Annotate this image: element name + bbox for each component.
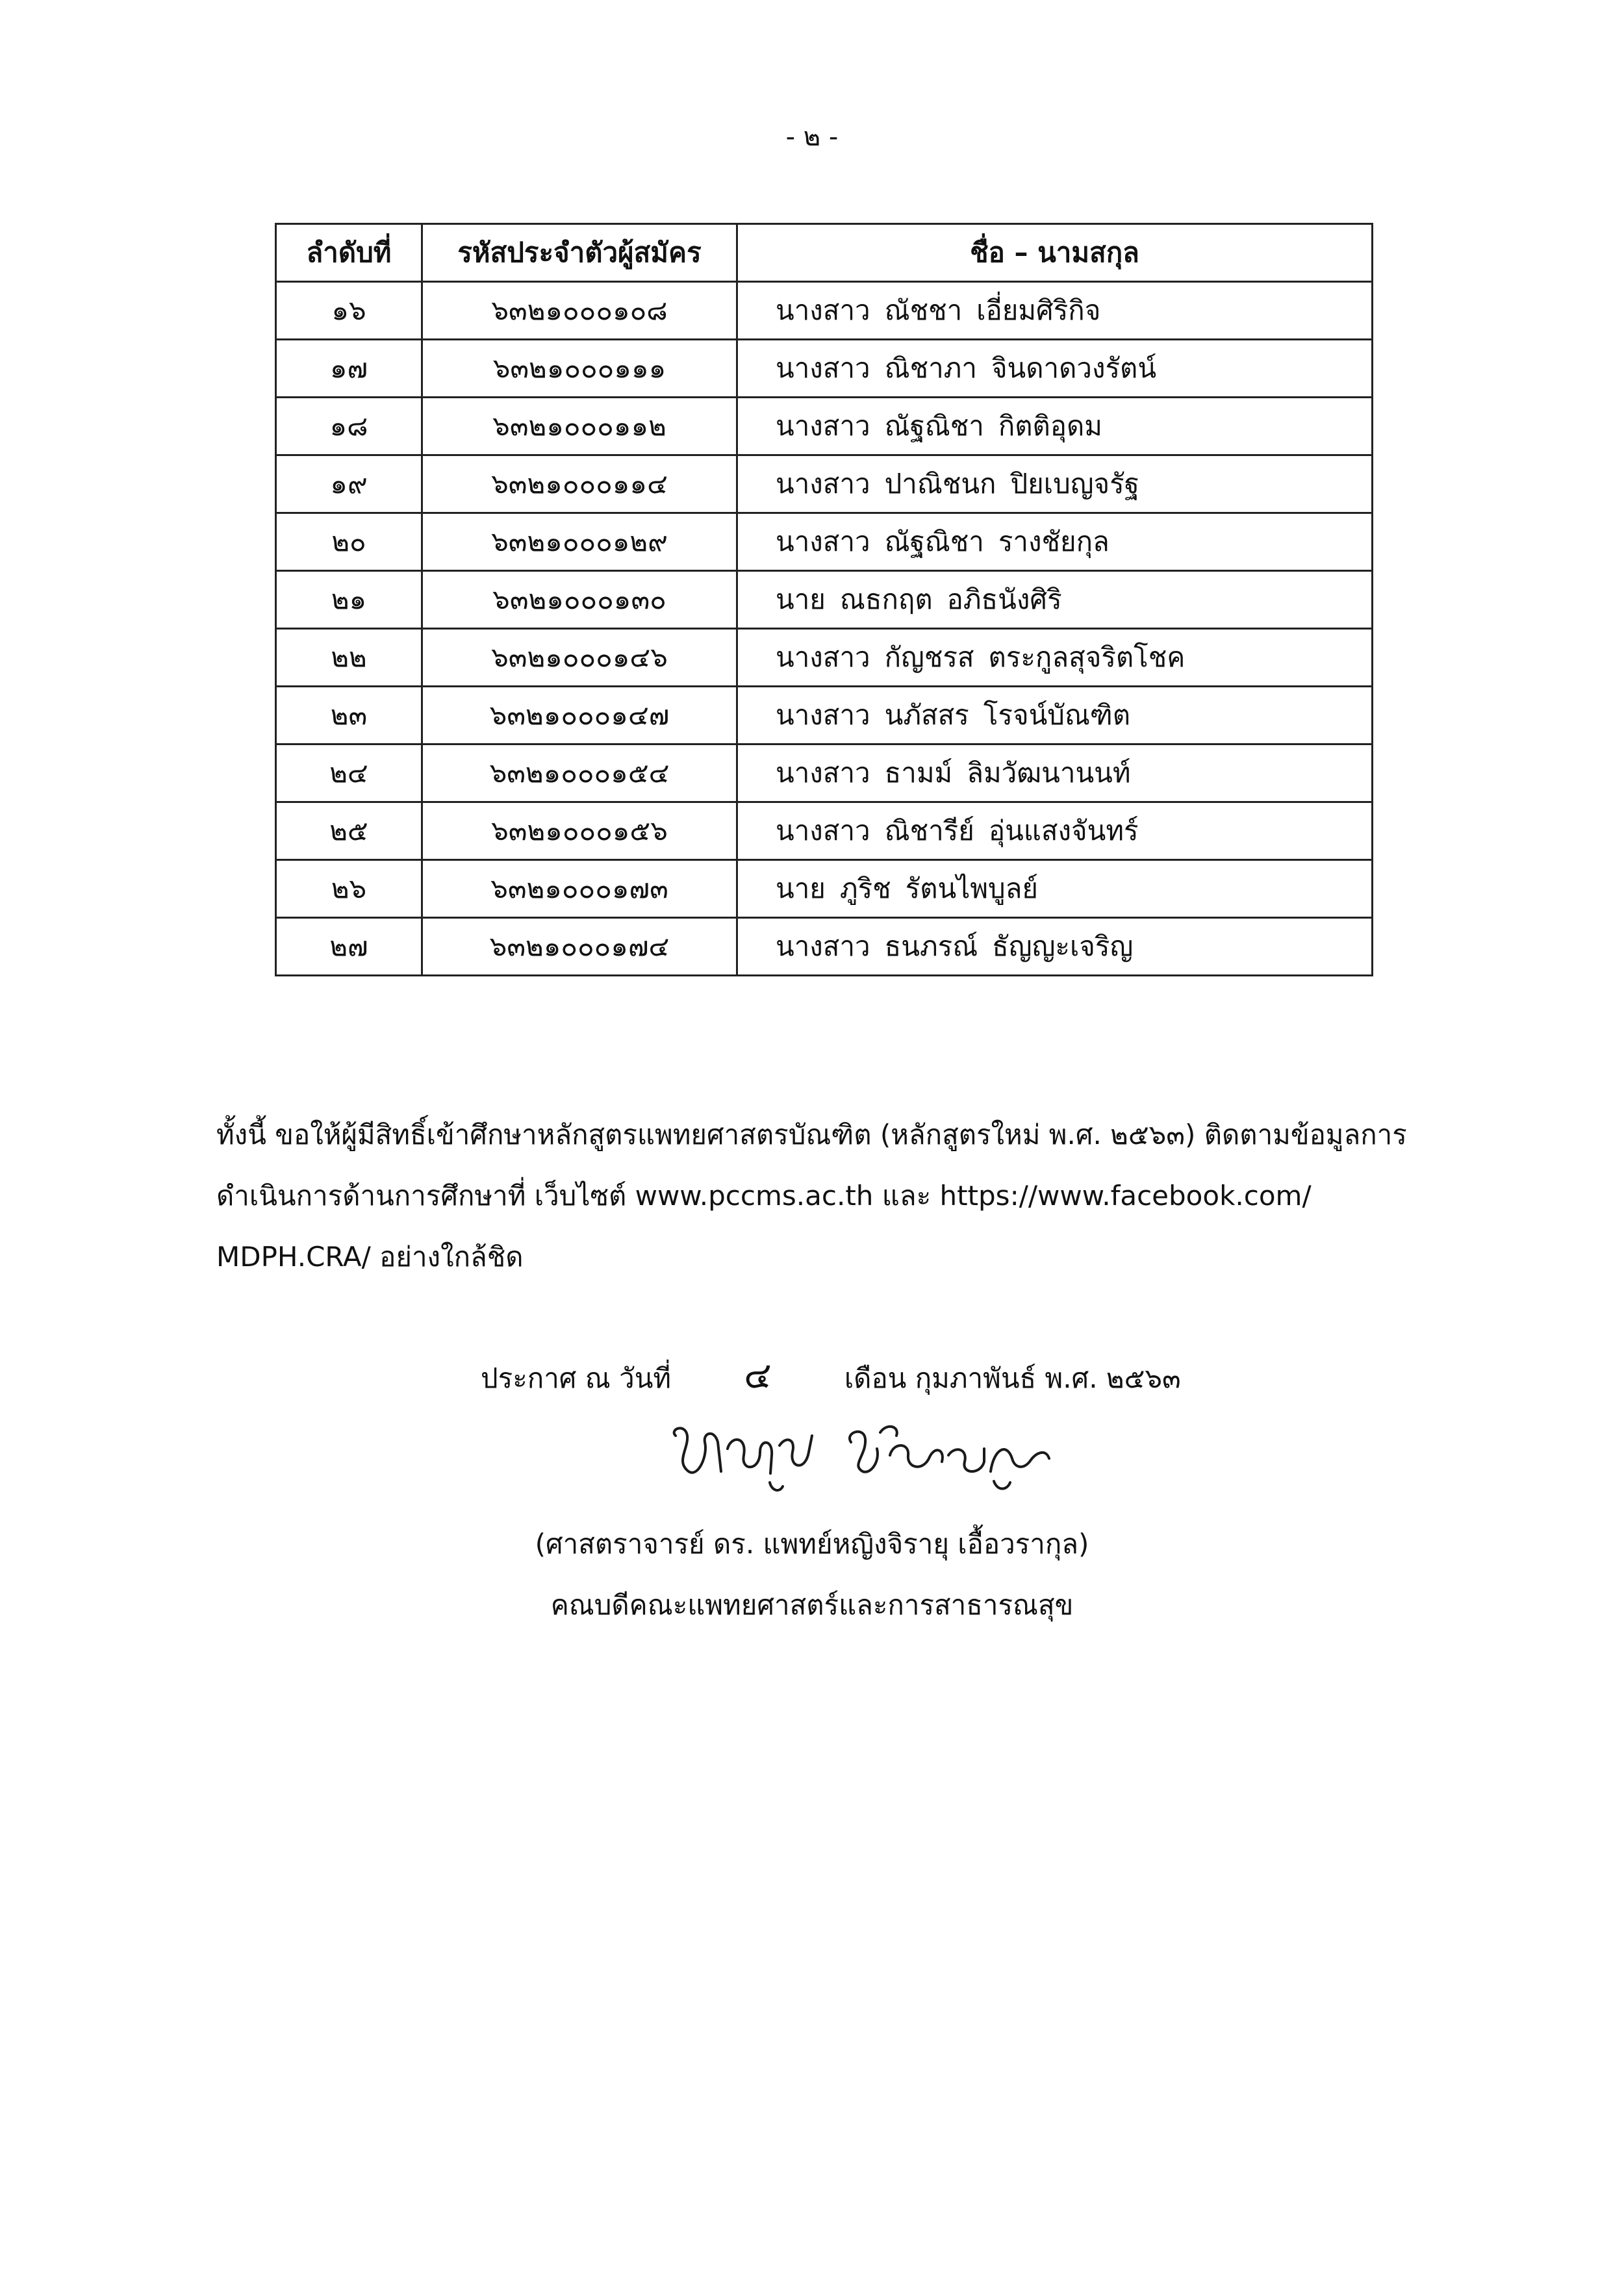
name-first: ธนภรณ์ (884, 930, 978, 962)
applicant-name (737, 455, 1373, 513)
applicant-id: ๖๓๒๑๐๐๐๑๑๒ (422, 398, 737, 455)
applicant-id: ๖๓๒๑๐๐๐๑๑๑ (422, 340, 737, 398)
name-title: นาย (776, 583, 826, 615)
row-number: ๒๕ (276, 802, 422, 860)
row-number: ๑๙ (276, 455, 422, 513)
name-title: นางสาว (776, 641, 870, 673)
name-title: นางสาว (776, 699, 870, 731)
name-first: ณธกฤต (839, 583, 933, 615)
name-last: ลิมวัฒนานนท์ (967, 757, 1131, 789)
table-row (276, 340, 1373, 398)
signer-position: คณบดีคณะแพทยศาสตร์และการสาธารณสุข (550, 1589, 1074, 1621)
applicant-name (737, 513, 1373, 571)
table-row (276, 744, 1373, 802)
table-row (276, 918, 1373, 976)
name-last: จินดาดวงรัตน์ (991, 352, 1157, 384)
applicant-name (737, 340, 1373, 398)
footer-line-1: ทั้งนี้ ขอให้ผู้มีสิทธิ์เข้าศึกษาหลักสูตรแพทยศาสตรบัณฑิต (หลักสูตรใหม่ พ.ศ. ๒๕๖๓) ติดตามข้อมูลการ (216, 1119, 1407, 1151)
table-row (276, 629, 1373, 687)
applicant-id: ๖๓๒๑๐๐๐๑๕๔ (422, 744, 737, 802)
applicant-id: ๖๓๒๑๐๐๐๑๗๔ (422, 918, 737, 976)
name-last: อุ่นแสงจันทร์ (988, 815, 1139, 846)
applicant-name (737, 282, 1373, 340)
applicant-id: ๖๓๒๑๐๐๐๑๒๙ (422, 513, 737, 571)
name-last: ธัญญะเจริญ (992, 930, 1134, 962)
name-first: ณัชชา (884, 294, 963, 326)
announcement-date (481, 1346, 1181, 1404)
name-first: ณัฐณิชา (884, 526, 984, 557)
row-number: ๑๘ (276, 398, 422, 455)
name-last: ปิยเบญจรัฐ (1010, 468, 1139, 500)
applicant-name (737, 860, 1373, 918)
applicant-id: ๖๓๒๑๐๐๐๑๔๖ (422, 629, 737, 687)
name-title: นาย (776, 872, 826, 904)
applicant-id: ๖๓๒๑๐๐๐๑๔๗ (422, 687, 737, 744)
applicant-name (737, 398, 1373, 455)
handwritten-signature (656, 1410, 1059, 1507)
date-suffix: เดือน กุมภาพันธ์ พ.ศ. ๒๕๖๓ (844, 1362, 1181, 1394)
table-row (276, 282, 1373, 340)
applicant-id: ๖๓๒๑๐๐๐๑๗๓ (422, 860, 737, 918)
applicant-name (737, 687, 1373, 744)
name-first: กัญชรส (884, 641, 974, 673)
table-row (276, 513, 1373, 571)
applicant-id: ๖๓๒๑๐๐๐๑๓๐ (422, 571, 737, 629)
name-title: นางสาว (776, 294, 870, 326)
applicant-name (737, 802, 1373, 860)
name-title: นางสาว (776, 930, 870, 962)
name-last: เอี่ยมศิริกิจ (976, 294, 1101, 326)
name-last: โรจน์บัณฑิต (983, 699, 1131, 731)
table-row (276, 802, 1373, 860)
table-header-row (276, 224, 1373, 282)
footer-line-3: MDPH.CRA/ อย่างใกล้ชิด (216, 1241, 524, 1273)
row-number: ๑๖ (276, 282, 422, 340)
name-first: ณิชาภา (884, 352, 977, 384)
applicant-id: ๖๓๒๑๐๐๐๑๐๘ (422, 282, 737, 340)
name-first: ธามม์ (884, 757, 953, 789)
name-title: นางสาว (776, 757, 870, 789)
applicant-id: ๖๓๒๑๐๐๐๑๕๖ (422, 802, 737, 860)
applicant-name (737, 918, 1373, 976)
name-last: รางชัยกุล (998, 526, 1110, 557)
row-number: ๑๗ (276, 340, 422, 398)
row-number: ๒๐ (276, 513, 422, 571)
row-number: ๒๖ (276, 860, 422, 918)
header-full-name: ชื่อ – นามสกุล (737, 224, 1373, 282)
row-number: ๒๗ (276, 918, 422, 976)
name-title: นางสาว (776, 526, 870, 557)
table-row (276, 398, 1373, 455)
name-first: ปาณิชนก (884, 468, 996, 500)
table-row (276, 687, 1373, 744)
name-title: นางสาว (776, 352, 870, 384)
table-row (276, 455, 1373, 513)
name-first: ณิชารีย์ (884, 815, 974, 846)
row-number: ๒๒ (276, 629, 422, 687)
table-row (276, 571, 1373, 629)
name-first: นภัสสร (884, 699, 969, 731)
signer-name: (ศาสตราจารย์ ดร. แพทย์หญิงจิรายุ เอื้อวรากุล) (535, 1528, 1089, 1560)
name-last: กิตติอุดม (998, 410, 1102, 442)
page-number: - ๒ - (785, 122, 839, 152)
row-number: ๒๑ (276, 571, 422, 629)
applicant-id: ๖๓๒๑๐๐๐๑๑๔ (422, 455, 737, 513)
header-applicant-id: รหัสประจำตัวผู้สมัคร (422, 224, 737, 282)
name-last: อภิธนังศิริ (946, 583, 1062, 615)
table-body (276, 282, 1373, 976)
handwritten-day: ๔ (744, 1355, 772, 1397)
applicant-name (737, 629, 1373, 687)
footer-notice (216, 1104, 1418, 1288)
footer-line-2: ดำเนินการด้านการศึกษาที่ เว็บไซต์ www.pccms.ac.th และ https://www.facebook.com/ (216, 1180, 1312, 1212)
name-title: นางสาว (776, 815, 870, 846)
table-row (276, 860, 1373, 918)
row-number: ๒๓ (276, 687, 422, 744)
name-title: นางสาว (776, 410, 870, 442)
applicant-name (737, 744, 1373, 802)
name-first: ภูริช (839, 872, 891, 904)
applicant-name (737, 571, 1373, 629)
row-number: ๒๔ (276, 744, 422, 802)
applicant-table (275, 223, 1373, 976)
name-title: นางสาว (776, 468, 870, 500)
date-prefix: ประกาศ ณ วันที่ (481, 1362, 672, 1394)
signer-block (0, 1514, 1624, 1636)
name-last: ตระกูลสุจริตโชค (988, 641, 1186, 673)
header-number: ลำดับที่ (276, 224, 422, 282)
name-last: รัตนไพบูลย์ (905, 872, 1039, 904)
name-first: ณัฐณิชา (884, 410, 984, 442)
